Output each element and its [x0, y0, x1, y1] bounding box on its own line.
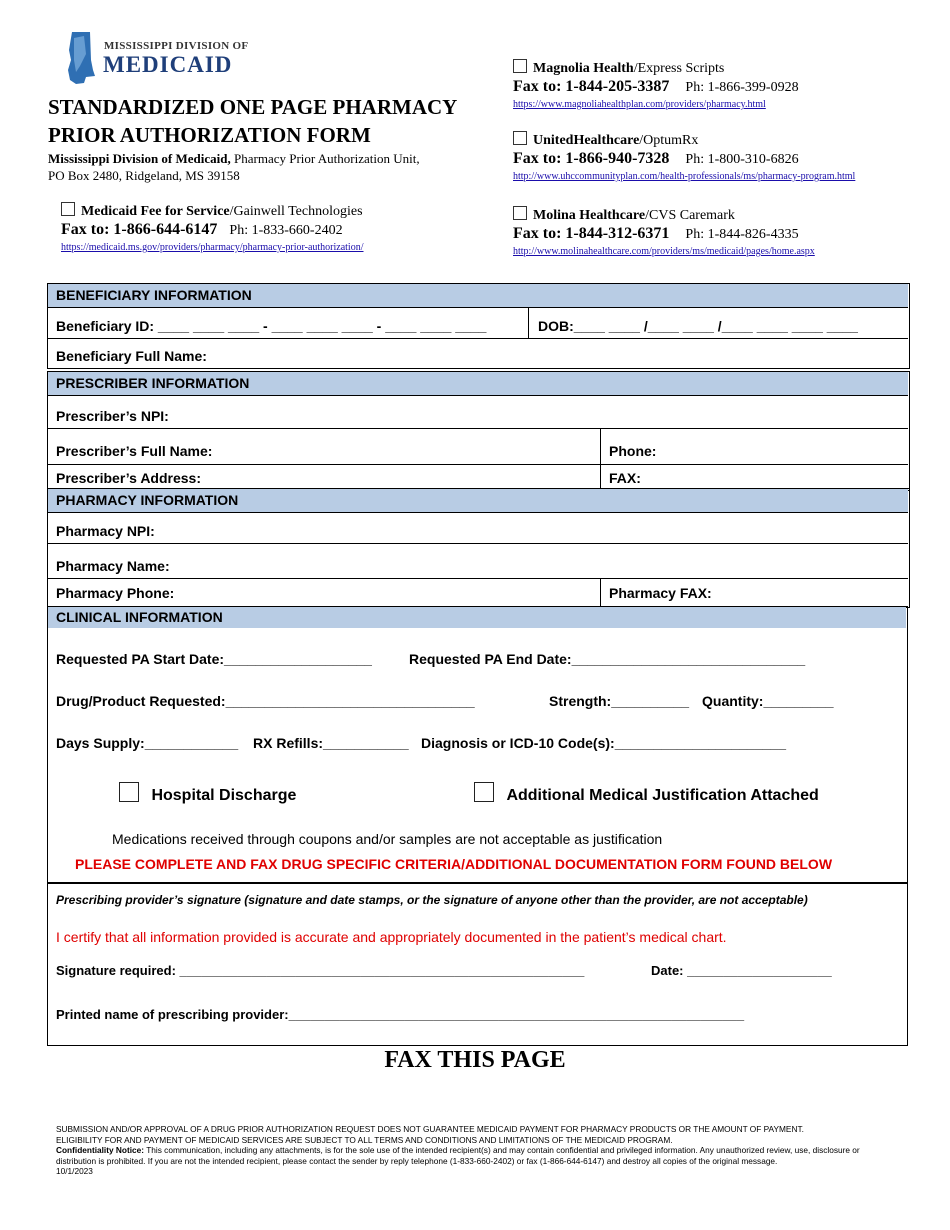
beneficiary-header: BENEFICIARY INFORMATION [48, 284, 908, 307]
agency-line [48, 151, 420, 167]
pharmacy-fax-field[interactable]: Pharmacy FAX: [609, 585, 712, 601]
pharmacy-header: PHARMACY INFORMATION [48, 489, 908, 512]
pa-start-date-field[interactable]: Requested PA Start Date:___________________ [56, 651, 372, 667]
prescriber-fax-field[interactable]: FAX: [609, 470, 641, 486]
plan-fax: Fax to: 1-844-312-6371 [513, 225, 670, 242]
strength-field[interactable]: Strength:__________ [549, 693, 690, 709]
plan-url-link[interactable]: http://www.molinahealthcare.com/providers/ms/medicaid/pages/home.aspx [513, 246, 815, 257]
form-title-line2: PRIOR AUTHORIZATION FORM [48, 123, 371, 147]
printed-name-field[interactable]: Printed name of prescribing provider:_______________________________________________________________ [56, 1007, 745, 1022]
signature-instruction: Prescribing provider’s signature (signature and date stamps, or the signature of anyone other than the provider, are not acceptable) [56, 893, 808, 907]
confidentiality-notice [56, 1145, 901, 1166]
confidentiality-text: This communication, including any attachments, is for the sole use of the intended recipient(s) and may contain confidential and privileged information. Any unauthorized review, use, disclosure or distribution is prohibited. If you are not the intended recipient, please contact the sender by reply telephone (1-833-660-2402) or fax (1-866-644-6147) and destroy all copies of the original message. [56, 1145, 860, 1166]
additional-justification-checkbox[interactable] [474, 782, 494, 802]
logo-line2: MEDICAID [103, 52, 233, 77]
hospital-discharge-checkbox[interactable] [119, 782, 139, 802]
pharmacy-phone-field[interactable]: Pharmacy Phone: [56, 585, 175, 601]
plan-unitedhealthcare [513, 131, 855, 183]
prescriber-header: PRESCRIBER INFORMATION [48, 372, 908, 395]
prescriber-name-field[interactable]: Prescriber’s Full Name: [56, 443, 213, 459]
plan-uhc-checkbox[interactable] [513, 131, 527, 145]
fax-this-page: FAX THIS PAGE [384, 1047, 566, 1073]
diagnosis-field[interactable]: Diagnosis or ICD-10 Code(s):______________________ [421, 735, 786, 751]
footer [56, 1124, 901, 1177]
plan-molina [513, 206, 815, 258]
agency-unit: Pharmacy Prior Authorization Unit, [230, 151, 420, 166]
plan-medicaid-ffs [61, 202, 364, 254]
pa-end-date-field[interactable]: Requested PA End Date:______________________________ [409, 651, 806, 667]
rx-refills-field[interactable]: RX Refills:___________ [253, 735, 409, 751]
agency-address: PO Box 2480, Ridgeland, MS 39158 [48, 168, 240, 183]
form-title-line1: STANDARDIZED ONE PAGE PHARMACY [48, 95, 458, 119]
clinical-header: CLINICAL INFORMATION [48, 607, 906, 628]
beneficiary-name-field[interactable]: Beneficiary Full Name: [56, 348, 207, 364]
additional-justification-label: Additional Medical Justification Attached [506, 787, 819, 804]
plan-name: Medicaid Fee for Service [81, 204, 230, 219]
signature-field[interactable]: Signature required: ________________________________________________________ [56, 963, 585, 978]
plan-phone: Ph: 1-800-310-6826 [685, 152, 799, 167]
beneficiary-id-field[interactable]: Beneficiary ID: ____ ____ ____ - ____ ____ ____ - ____ ____ ____ [56, 318, 487, 334]
plan-phone: Ph: 1-833-660-2402 [229, 223, 343, 238]
plan-vendor: /OptumRx [639, 133, 699, 148]
plan-medicaid-ffs-checkbox[interactable] [61, 202, 75, 216]
hospital-discharge-label: Hospital Discharge [151, 787, 297, 804]
plan-vendor: /Gainwell Technologies [229, 204, 363, 219]
plan-magnolia [513, 59, 799, 111]
form-date: 10/1/2023 [56, 1166, 93, 1176]
plan-molina-checkbox[interactable] [513, 206, 527, 220]
pharmacy-name-field[interactable]: Pharmacy Name: [56, 558, 170, 574]
plan-url-link[interactable]: https://www.magnoliahealthplan.com/providers/pharmacy.html [513, 99, 766, 110]
plan-name: UnitedHealthcare [533, 133, 640, 148]
footer-disclaimer-1: SUBMISSION AND/OR APPROVAL OF A DRUG PRIOR AUTHORIZATION REQUEST DOES NOT GUARANTEE MEDICAID PAYMENT FOR PHARMACY PRODUCTS OR THE AMOUNT OF PAYMENT. [56, 1124, 804, 1134]
plan-fax: Fax to: 1-844-205-3387 [513, 78, 670, 95]
prescriber-npi-field[interactable]: Prescriber’s NPI: [56, 408, 169, 424]
additional-justification-option[interactable] [474, 782, 819, 805]
pharmacy-npi-field[interactable]: Pharmacy NPI: [56, 523, 155, 539]
red-notice: PLEASE COMPLETE AND FAX DRUG SPECIFIC CRITERIA/ADDITIONAL DOCUMENTATION FORM FOUND BELOW [75, 856, 833, 872]
drug-requested-field[interactable]: Drug/Product Requested:________________________________ [56, 693, 475, 709]
prescriber-phone-field[interactable]: Phone: [609, 443, 657, 459]
days-supply-field[interactable]: Days Supply:____________ [56, 735, 239, 751]
hospital-discharge-option[interactable] [119, 782, 296, 805]
plan-url-link[interactable]: http://www.uhccommunityplan.com/health-professionals/ms/pharmacy-program.html [513, 171, 856, 182]
plan-name: Molina Healthcare [533, 208, 646, 223]
signature-date-field[interactable]: Date: ____________________ [651, 963, 832, 978]
prescriber-address-field[interactable]: Prescriber’s Address: [56, 470, 201, 486]
footer-disclaimer-2: ELIGIBILITY FOR AND PAYMENT OF MEDICAID SERVICES ARE SUBJECT TO ALL TERMS AND CONDITIONS AND LIMITATIONS OF THE MEDICAID PROGRAM. [56, 1134, 673, 1145]
plan-name: Magnolia Health [533, 61, 634, 76]
certify-statement: I certify that all information provided is accurate and appropriately documented in the patient’s medical chart. [56, 929, 727, 945]
dob-field[interactable]: DOB:____ ____ /____ ____ /____ ____ ____ ____ [538, 318, 858, 334]
plan-url-link[interactable]: https://medicaid.ms.gov/providers/pharmacy/pharmacy-prior-authorization/ [61, 242, 364, 253]
plan-phone: Ph: 1-866-399-0928 [685, 80, 799, 95]
quantity-field[interactable]: Quantity:_________ [702, 693, 834, 709]
medicaid-logo [62, 30, 262, 90]
logo-line1: MISSISSIPPI DIVISION OF [104, 40, 249, 52]
plan-vendor: /Express Scripts [633, 61, 725, 76]
coupons-note: Medications received through coupons and/or samples are not acceptable as justification [112, 831, 663, 847]
plan-vendor: /CVS Caremark [645, 208, 735, 223]
plan-phone: Ph: 1-844-826-4335 [685, 227, 799, 242]
plan-fax: Fax to: 1-866-644-6147 [61, 221, 218, 238]
confidentiality-label: Confidentiality Notice: [56, 1145, 145, 1155]
plan-magnolia-checkbox[interactable] [513, 59, 527, 73]
plan-fax: Fax to: 1-866-940-7328 [513, 150, 670, 167]
mississippi-state-icon [62, 30, 98, 88]
agency-name: Mississippi Division of Medicaid, [48, 151, 231, 166]
